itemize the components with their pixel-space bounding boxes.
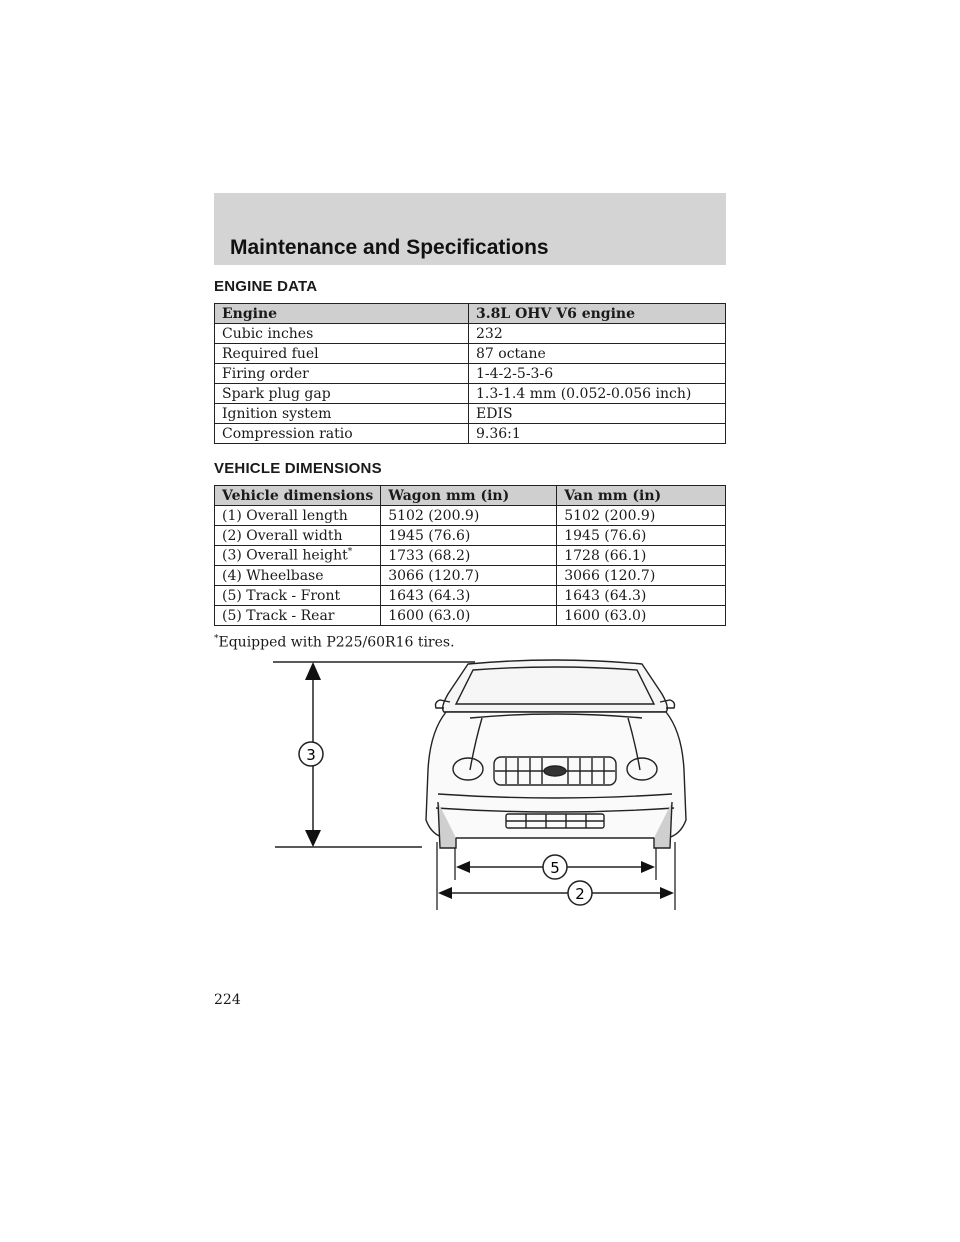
engine-data-table [214,303,726,444]
track-arrow-right [641,861,655,873]
table-cell: Cubic inches [215,324,469,344]
width-arrow-right [660,887,674,899]
table-cell [215,546,381,566]
table-cell: 3066 (120.7) [557,566,726,586]
table-row [215,506,726,526]
table-row [215,586,726,606]
column-header: Van mm (in) [557,486,726,506]
track-callout-label: 5 [550,859,560,877]
table-header-row [215,486,726,506]
column-header: 3.8L OHV V6 engine [469,304,726,324]
table-row [215,324,726,344]
table-cell: 3066 (120.7) [381,566,557,586]
table-cell: Ignition system [215,404,469,424]
table-header-row [215,304,726,324]
track-arrow-left [456,861,470,873]
table-cell: 1.3-1.4 mm (0.052-0.056 inch) [469,384,726,404]
engine-data-heading: ENGINE DATA [214,278,318,295]
table-cell: (1) Overall length [215,506,381,526]
height-arrow-up [305,662,321,680]
table-row [215,546,726,566]
table-row [215,526,726,546]
column-header: Vehicle dimensions [215,486,381,506]
table-cell: 1728 (66.1) [557,546,726,566]
column-header: Engine [215,304,469,324]
table-cell: 232 [469,324,726,344]
table-cell: (4) Wheelbase [215,566,381,586]
section-title: Maintenance and Specifications [230,236,549,259]
table-row [215,404,726,424]
height-callout-label: 3 [306,746,316,764]
vehicle-dimension-diagram [270,652,690,922]
table-cell: 1733 (68.2) [381,546,557,566]
table-row [215,344,726,364]
footnote-marker: * [347,547,353,558]
page-number: 224 [214,992,241,1008]
table-cell: 87 octane [469,344,726,364]
table-cell: 9.36:1 [469,424,726,444]
column-header: Wagon mm (in) [381,486,557,506]
table-cell: Required fuel [215,344,469,364]
vehicle-dimensions-table [214,485,726,626]
footnote-text: Equipped with P225/60R16 tires. [218,634,455,651]
table-cell: Firing order [215,364,469,384]
table-cell: EDIS [469,404,726,424]
table-cell: 1600 (63.0) [381,606,557,626]
table-cell: 1643 (64.3) [381,586,557,606]
row-label: (3) Overall height [222,547,348,564]
table-cell: 5102 (200.9) [557,506,726,526]
table-cell: 1-4-2-5-3-6 [469,364,726,384]
table-cell: 1643 (64.3) [557,586,726,606]
table-cell: Compression ratio [215,424,469,444]
width-callout-label: 2 [575,885,585,903]
table-cell: 1945 (76.6) [557,526,726,546]
tire-footnote [214,634,455,651]
car-front-illustration [426,660,686,848]
table-cell: (5) Track - Front [215,586,381,606]
table-row [215,606,726,626]
table-row [215,566,726,586]
table-cell: Spark plug gap [215,384,469,404]
table-cell: 1945 (76.6) [381,526,557,546]
table-row [215,364,726,384]
table-cell: (5) Track - Rear [215,606,381,626]
vehicle-dimensions-heading: VEHICLE DIMENSIONS [214,460,382,477]
table-cell: 1600 (63.0) [557,606,726,626]
width-arrow-left [438,887,452,899]
table-row [215,424,726,444]
height-arrow-down [305,830,321,847]
footnote-marker: * [214,634,219,644]
table-row [215,384,726,404]
table-cell: 5102 (200.9) [381,506,557,526]
section-header-bar [214,193,726,265]
table-cell: (2) Overall width [215,526,381,546]
